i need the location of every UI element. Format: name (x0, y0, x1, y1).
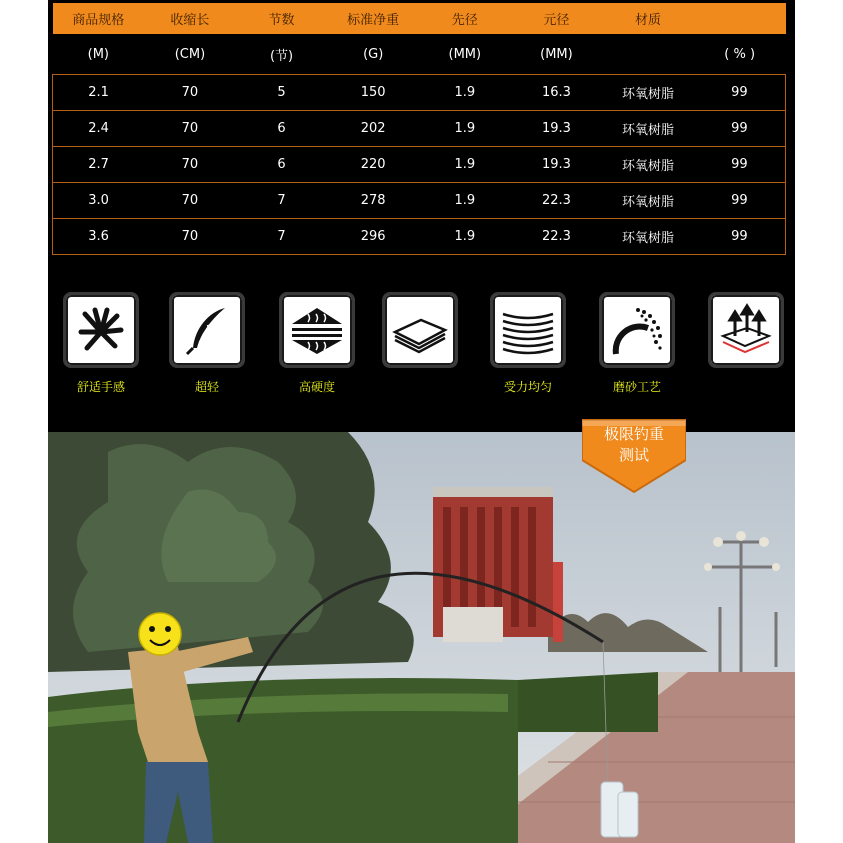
table-cell: 99 (694, 147, 786, 183)
table-cell: 19.3 (511, 111, 603, 147)
unit-cell: (MM) (540, 46, 573, 62)
spec-table (52, 3, 786, 255)
table-cell: 2.1 (53, 75, 145, 111)
feather-icon (169, 292, 245, 368)
table-cell: 3.6 (53, 219, 145, 255)
table-cell: 70 (144, 147, 236, 183)
unit-cell: (CM) (174, 46, 206, 62)
feature-light (167, 292, 247, 402)
header-cell: 标准净重 (327, 3, 419, 34)
table-cell: 环氧树脂 (602, 75, 694, 111)
table-row (53, 75, 786, 111)
header-cell: 商品规格 (53, 3, 145, 34)
units-row (53, 34, 786, 75)
sand-grind-icon (599, 292, 675, 368)
unit-cell: (节) (269, 48, 294, 64)
table-cell: 1.9 (419, 147, 511, 183)
table-cell: 1.9 (419, 111, 511, 147)
table-cell: 70 (144, 75, 236, 111)
grip-hand-icon (63, 292, 139, 368)
wave-layers-icon (490, 292, 566, 368)
badge-line-2: 测试 (618, 446, 649, 464)
feature-label: 磨砂工艺 (612, 380, 661, 394)
table-cell: 99 (694, 183, 786, 219)
table-cell: 2.4 (53, 111, 145, 147)
feature-label: 高硬度 (298, 380, 335, 394)
feature-label: 舒适手感 (76, 380, 125, 394)
feature-sanding (597, 292, 677, 402)
feature-label: 超轻 (194, 380, 219, 394)
header-cell: 先径 (419, 3, 511, 34)
table-cell: 环氧树脂 (602, 219, 694, 255)
table-cell: 278 (327, 183, 419, 219)
badge-text (582, 424, 686, 466)
table-cell: 3.0 (53, 183, 145, 219)
unit-cell: ( % ) (724, 46, 756, 62)
feature-layers (380, 292, 460, 402)
feature-label: 受力均匀 (503, 380, 552, 394)
table-cell: 22.3 (511, 183, 603, 219)
table-cell: 70 (144, 183, 236, 219)
unit-cell (602, 34, 694, 75)
table-cell: 99 (694, 75, 786, 111)
table-cell: 1.9 (419, 183, 511, 219)
table-cell: 70 (144, 219, 236, 255)
table-cell: 22.3 (511, 219, 603, 255)
badge-line-1: 极限钓重 (603, 425, 664, 443)
feature-label (706, 378, 786, 394)
header-cell: 元径 (511, 3, 603, 34)
feature-even-force (488, 292, 568, 402)
table-cell: 99 (694, 219, 786, 255)
unit-cell: (M) (87, 46, 109, 62)
table-cell: 6 (236, 147, 328, 183)
feature-label (380, 378, 460, 394)
unit-cell: (G) (363, 46, 384, 62)
table-cell: 202 (327, 111, 419, 147)
table-cell: 16.3 (511, 75, 603, 111)
table-row (53, 183, 786, 219)
feature-arrows (706, 292, 786, 402)
unit-cell: (MM) (448, 46, 482, 62)
table-cell: 6 (236, 111, 328, 147)
table-cell: 296 (327, 219, 419, 255)
table-cell: 19.3 (511, 147, 603, 183)
feature-comfort (61, 292, 141, 402)
table-cell: 2.7 (53, 147, 145, 183)
header-cell: 材质 (602, 3, 694, 34)
table-cell: 1.9 (419, 75, 511, 111)
table-cell: 99 (694, 111, 786, 147)
table-cell: 150 (327, 75, 419, 111)
layers-icon (382, 292, 458, 368)
header-cell: 收缩长 (144, 3, 236, 34)
table-row (53, 111, 786, 147)
hardness-icon (279, 292, 355, 368)
table-cell: 1.9 (419, 219, 511, 255)
table-row (53, 219, 786, 255)
table-cell: 环氧树脂 (602, 111, 694, 147)
header-cell (694, 3, 786, 34)
header-cell: 节数 (236, 3, 328, 34)
feature-hardness (277, 292, 357, 402)
table-cell: 70 (144, 111, 236, 147)
table-row (53, 147, 786, 183)
table-cell: 7 (236, 219, 328, 255)
table-cell: 5 (236, 75, 328, 111)
table-cell: 环氧树脂 (602, 147, 694, 183)
table-cell: 220 (327, 147, 419, 183)
table-cell: 环氧树脂 (602, 183, 694, 219)
table-header-row (53, 3, 786, 34)
table-cell: 7 (236, 183, 328, 219)
arrows-up-icon (708, 292, 784, 368)
